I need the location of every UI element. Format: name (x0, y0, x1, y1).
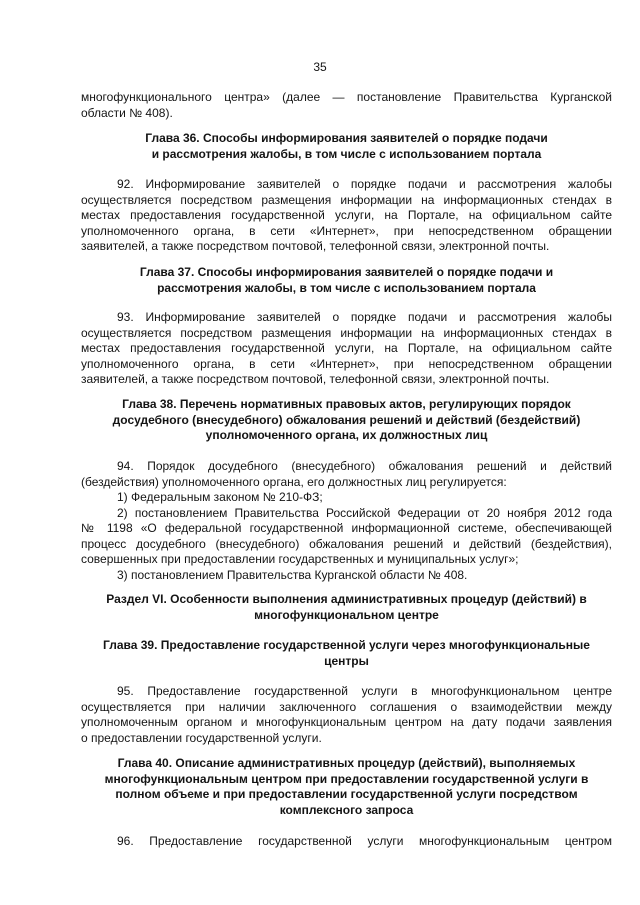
list-item: 2) постановлением Правительства Российской Федерации от 20 ноября 2012 года (117, 505, 612, 520)
heading-line: Глава 40. Описание административных процедур (действий), выполняемых (117, 756, 576, 770)
paragraph-93 (81, 310, 612, 388)
text-line: местах предоставления государственной услуги, на Портале, на официальном сайте (81, 341, 612, 355)
text-line: местах предоставления государственной услуги, на Портале, на официальном сайте (81, 208, 612, 222)
intro-paragraph (81, 90, 612, 121)
text-line: процесс досудебного (внесудебного) обжалования решений и действий (бездействия), (81, 536, 612, 551)
heading-line: Глава 37. Способы информирования заявителей о порядке подачи и (139, 265, 554, 279)
chapter-37-heading (81, 265, 612, 296)
chapter-39-heading (81, 638, 612, 669)
heading-line: Глава 38. Перечень нормативных правовых актов, регулирующих порядок (122, 397, 571, 411)
list-item: 3) постановлением Правительства Курганской области № 408. (117, 567, 468, 582)
text-line: уполномоченным органом и многофункциональным центром на дату подачи заявления (81, 715, 612, 729)
text-line: заявителей, а также посредством почтовой, телефонной связи, электронной почты. (81, 239, 550, 253)
heading-line: центры (324, 653, 369, 668)
heading-line: многофункциональном центре (254, 607, 439, 622)
heading-line: уполномоченного органа, их должностных лиц (205, 428, 488, 442)
chapter-38-heading (81, 397, 612, 444)
heading-line: полном объеме и при предоставлении государственной услуги посредством (115, 787, 578, 801)
text-line: заявителей, а также посредством почтовой, телефонной связи, электронной почты. (81, 372, 550, 386)
text-line: 92. Информирование заявителей о порядке подачи и рассмотрения жалобы (117, 177, 612, 191)
paragraph-92 (81, 177, 612, 255)
text-line: многофункционального центра» (далее — постановление Правительства Курганской (81, 90, 612, 104)
paragraph-94 (81, 459, 612, 583)
text-line: уполномоченного органа, в сети «Интернет», при непосредственном обращении (81, 223, 612, 238)
text-line: 94. Порядок досудебного (внесудебного) обжалования решений и действий (117, 459, 612, 473)
heading-line: Глава 36. Способы информирования заявителей о порядке подачи (145, 131, 548, 145)
text-line: уполномоченного органа, в сети «Интернет», при непосредственном обращении (81, 356, 612, 371)
heading-line: досудебного (внесудебного) обжалования решений и действий (бездействий) (112, 412, 581, 427)
chapter-36-heading (81, 131, 612, 162)
text-line: (бездействия) уполномоченного органа, его должностных лиц регулируется: (81, 474, 507, 489)
heading-line: Глава 39. Предоставление государственной услуги через многофункциональные (103, 638, 590, 652)
heading-line: Раздел VI. Особенности выполнения административных процедур (действий) в (106, 592, 587, 606)
text-line: 96. Предоставление государственной услуги многофункциональным центром (117, 834, 612, 848)
heading-line: комплексного запроса (279, 802, 414, 817)
text-line: осуществляется посредством размещения информации на информационных стендах в (81, 192, 612, 207)
text-line: 95. Предоставление государственной услуги в многофункциональном центре (117, 684, 612, 698)
list-item: 1) Федеральным законом № 210-ФЗ; (117, 490, 323, 504)
heading-line: многофункциональным центром при предоставлении государственной услуги в (104, 771, 589, 786)
text-line: осуществляется посредством размещения информации на информационных стендах в (81, 325, 612, 340)
text-line: осуществляется при наличии заключенного соглашения о взаимодействии между (81, 699, 612, 714)
heading-line: рассмотрения жалобы, в том числе с использованием портала (157, 280, 536, 295)
text-line: совершенных при предоставлении государственных и муниципальных услуг»; (81, 552, 519, 566)
heading-line: и рассмотрения жалобы, в том числе с использованием портала (151, 146, 542, 161)
paragraph-95 (81, 684, 612, 746)
text-line: о предоставлении государственной услуги. (81, 730, 322, 745)
text-line: № 1198 «О федеральной государственной информационной системе, обеспечивающей (81, 521, 612, 535)
section-6-heading (81, 592, 612, 623)
text-line: 93. Информирование заявителей о порядке подачи и рассмотрения жалобы (117, 310, 612, 324)
paragraph-96 (81, 834, 612, 850)
page-number: 35 (313, 60, 327, 74)
text-line: области № 408). (81, 105, 173, 120)
chapter-40-heading (81, 756, 612, 818)
